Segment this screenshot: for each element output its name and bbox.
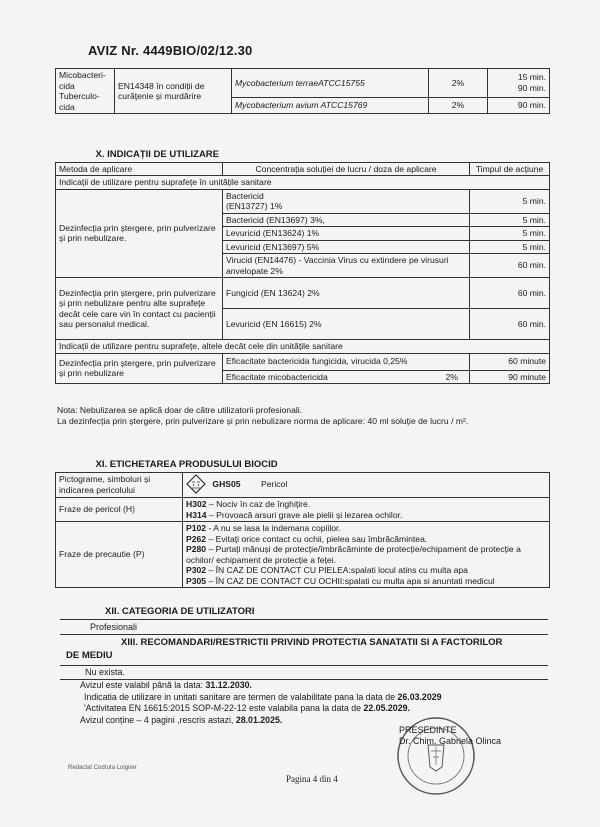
header-row	[56, 162, 550, 176]
precaution-item: P262 – Evitați orice contact cu ochii, pielea sau îmbrăcămintea.	[186, 533, 428, 544]
president-name: Dr. Chim. Gabriela Olinca	[399, 736, 502, 746]
subsection-non-sanitary: Indicații de utilizare pentru suprafețe, altele decât cele din unitățile sanitare	[56, 340, 550, 354]
time-cell: 5 min.	[470, 240, 550, 254]
efficacy-table-continued	[55, 68, 550, 114]
precaution-item: P280 – Purtați mănuși de protecție/îmbrăcăminte de protecție/echipament de protecție a ochilor/ echipament de protecție a feței.	[186, 544, 521, 565]
time-cell: 90 minute	[470, 370, 550, 384]
validity-line: Avizul este valabil până la data: 31.12.2030.	[80, 680, 253, 690]
concentration-cell: Virucid (EN14476) - Vaccinia Virus cu extindere pe virusuri anvelopate 2%	[223, 254, 470, 278]
standard-cell: EN14348 în condiții de curățenie și murdărire	[115, 69, 232, 114]
header-concentration: Concentrația soluției de lucru / doza de aplicare	[223, 162, 470, 176]
hazard-statements	[183, 498, 550, 522]
table-row	[56, 498, 550, 522]
validity-line: Avizul conține – 4 pagini ,rescris astazi, 28.01.2025.	[80, 714, 283, 725]
time-cell: 60 minute	[470, 353, 550, 370]
header-method: Metoda de aplicare	[56, 162, 223, 176]
concentration-cell: 2%	[429, 97, 488, 113]
recommendations-box	[60, 665, 548, 680]
section-12-title: XII. CATEGORIA DE UTILIZATORI	[105, 606, 255, 617]
subsection-row	[56, 176, 550, 190]
table-row	[56, 472, 550, 498]
recommendations-value: Nu exista.	[85, 667, 126, 677]
method-cell: Dezinfecția prin ștergere, prin pulverizare și prin nebulizare.	[56, 189, 223, 278]
activity-type-cell: Micobacteri- cida Tuberculo- cida	[56, 69, 115, 114]
time-cell: 90 min.	[488, 97, 550, 113]
concentration-cell: Fungicid (EN 13624) 2%	[223, 278, 470, 309]
section-13-title-line1: XIII. RECOMANDARI/RESTRICTII PRIVIND PROTECTIA SANATATII SI A FACTORILOR	[121, 637, 503, 648]
subsection-sanitary: Indicații de utilizare pentru suprafețe în unitățile sanitare	[56, 176, 550, 190]
table-row	[56, 189, 550, 213]
validity-line: 'Activitatea EN 16615:2015 SOP-M-22-12 este valabila pana la data de 22.05.2029.	[84, 703, 410, 713]
concentration-cell: Levuricid (EN13624) 1%	[223, 227, 470, 241]
precaution-statements	[183, 522, 550, 588]
header-time: Timpul de acțiune	[470, 162, 550, 176]
nebulization-note: Nota: Nebulizarea se aplică doar de către utilizatorii profesionali. La dezinfecția prin ștergere, prin pulverizare și prin nebulizare norma de aplicare: 40 ml soluție de lucru / m².	[57, 405, 469, 426]
user-category-box	[60, 619, 548, 635]
signal-word: Pericol	[260, 479, 288, 490]
validity-line: Indicatia de utilizare in unitati sanitare are termen de valabilitate pana la data de 26.03.2029	[84, 691, 442, 702]
pictogram-label: Pictograme, simboluri și indicarea pericolului	[56, 472, 183, 498]
method-cell: Dezinfecția prin ștergere, prin pulverizare și prin nebulizare	[56, 353, 223, 384]
time-cell: 5 min.	[470, 213, 550, 227]
concentration-cell: 2%	[429, 69, 488, 98]
time-cell: 60 min.	[470, 309, 550, 340]
concentration-cell: Bactericid (EN13727) 1%	[223, 189, 470, 213]
corrosion-pictogram-icon	[186, 474, 206, 497]
precaution-item: P102 - A nu se lasa la indemana copiilor.	[186, 523, 341, 533]
hazard-h302: H302 – Nociv în caz de înghițire.	[186, 499, 311, 509]
subsection-row	[56, 340, 550, 354]
method-cell: Dezinfecția prin ștergere, prin pulverizare și prin nebulizare pentru alte suprafețe decât cele care vin în contact cu pacienții sau personalul medical.	[56, 278, 223, 340]
time-cell: 5 min.	[470, 189, 550, 213]
hazard-h314: H314 – Provoacă arsuri grave ale pielii și lezarea ochilor.	[186, 509, 403, 520]
concentration-cell: Bactericid (EN13697) 3%,	[223, 213, 470, 227]
time-cell: 15 min. 90 min.	[488, 69, 550, 98]
section-11-title: XI. ETICHETAREA PRODUSULUI BIOCID	[56, 459, 550, 472]
time-cell: 5 min.	[470, 227, 550, 241]
efficacy-concentration: 2%	[445, 371, 458, 382]
table-row	[56, 69, 550, 98]
hazard-label: Fraze de pericol (H)	[56, 498, 183, 522]
section-title-row	[56, 459, 550, 472]
table-row	[56, 353, 550, 370]
redactor-note: Redactat Codruta Loigner	[68, 765, 137, 771]
table-row	[56, 522, 550, 588]
organism-cell: Mycobacterium terraeATCC15755	[232, 69, 429, 98]
president-role: PREȘEDINTE	[399, 725, 457, 735]
precaution-item: P302 – ÎN CAZ DE CONTACT CU PIELEA:spalati locul atins cu multa apa	[186, 565, 468, 575]
table-row	[56, 278, 550, 309]
ghs-code: GHS05	[212, 479, 241, 490]
precaution-label: Fraze de precautie (P)	[56, 522, 183, 588]
section-10-title: X. INDICAȚII DE UTILIZARE	[56, 149, 550, 162]
precaution-item: P305 – ÎN CAZ DE CONTACT CU OCHII:spalati cu multa apa si anuntati medicul	[186, 575, 495, 586]
president-block	[399, 725, 501, 747]
labeling-table	[55, 459, 550, 588]
organism-cell: Mycobacterium avium ATCC15769	[232, 97, 429, 113]
document-title: AVIZ Nr. 4449BIO/02/12.30	[88, 43, 253, 58]
concentration-cell: Levuricid (EN13697) 5%	[223, 240, 470, 254]
page-number: Pagina 4 din 4	[286, 774, 338, 784]
efficacy-label: Eficacitate micobactericida	[226, 371, 328, 382]
concentration-cell	[223, 370, 470, 384]
concentration-cell: Levuricid (EN 16615) 2%	[223, 309, 470, 340]
validity-block	[80, 680, 560, 726]
section-13-title	[66, 636, 556, 662]
usage-indications-table	[55, 149, 550, 384]
section-13-title-line2: DE MEDIU	[66, 650, 113, 661]
concentration-cell: Eficacitate bactericida fungicida, virucida 0,25%	[223, 353, 470, 370]
pictogram-cell	[183, 472, 550, 498]
section-title-row	[56, 149, 550, 162]
time-cell: 60 min.	[470, 278, 550, 309]
time-cell: 60 min.	[470, 254, 550, 278]
user-category-value: Profesionali	[90, 622, 138, 632]
